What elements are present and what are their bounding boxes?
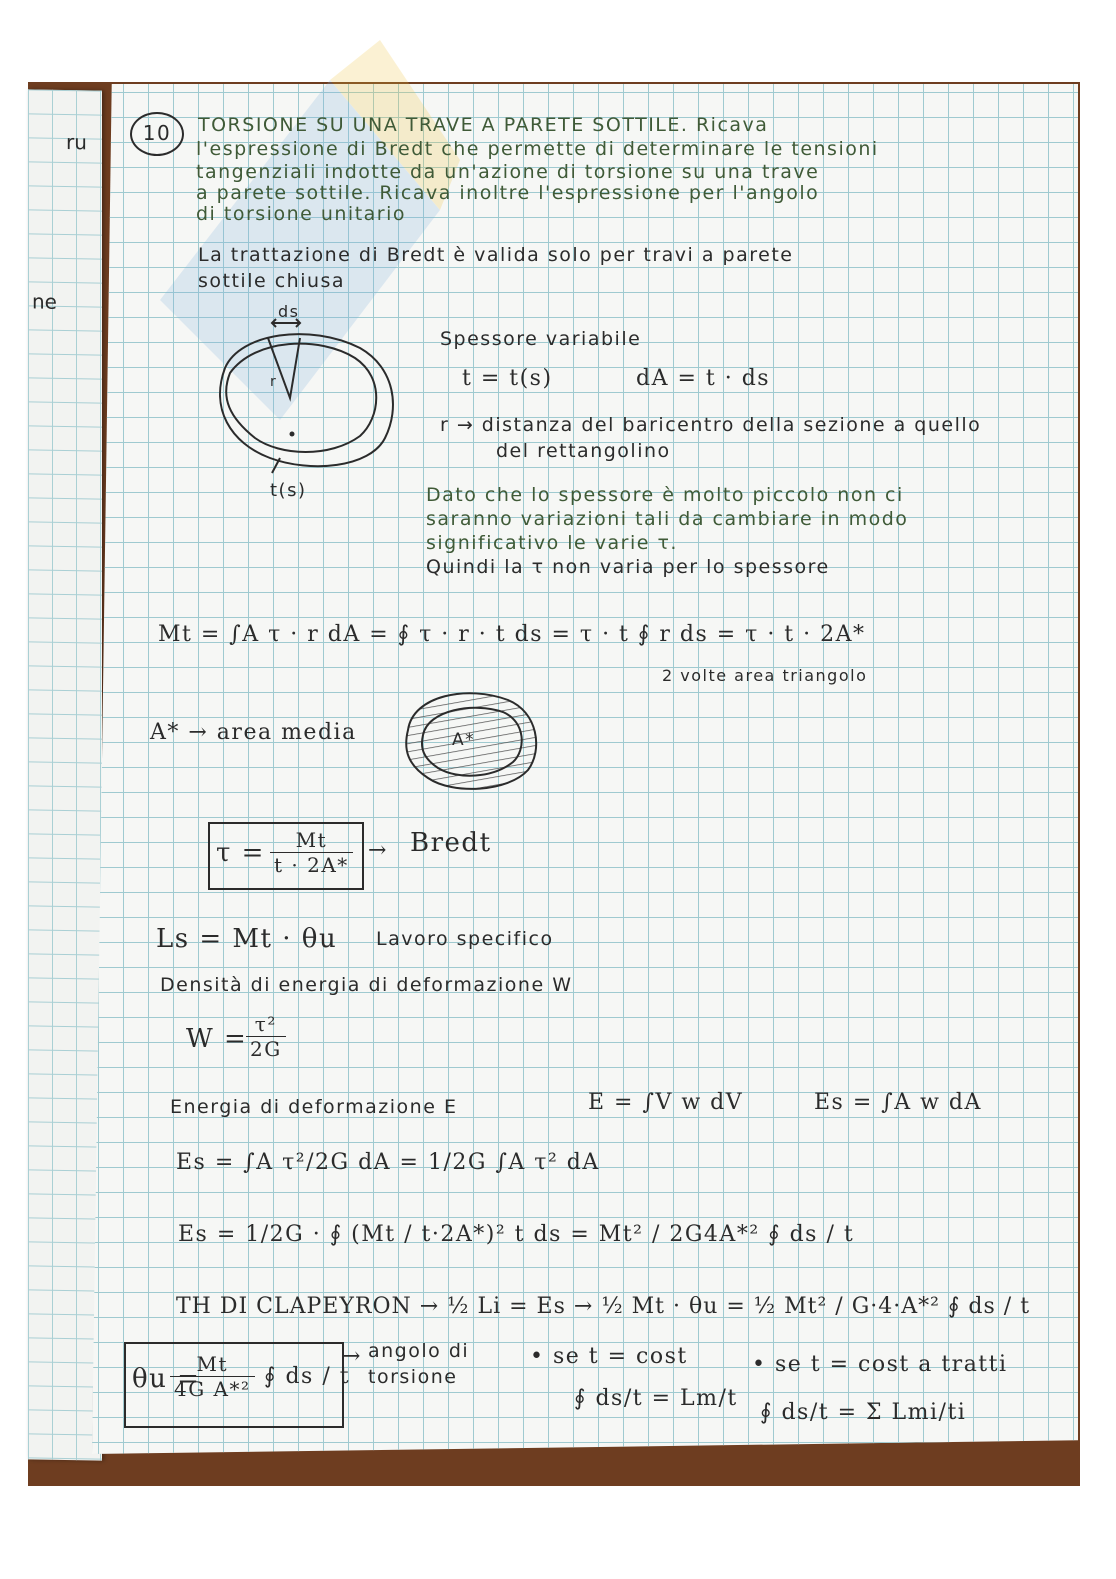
- w-fraction: [246, 1012, 286, 1061]
- piecewise-thickness-case: • se t = cost a tratti: [752, 1352, 1008, 1377]
- torque-equation: Mt = ∫A τ · r dA = ∮ τ · r · t ds = τ · t ∮ r ds = τ · t · 2A*: [158, 622, 866, 647]
- r-definition: del rettangolino: [496, 440, 671, 462]
- torque-note: 2 volte area triangolo: [662, 666, 868, 685]
- note-text: Dato che lo spessore è molto piccolo non ci: [426, 484, 904, 506]
- mean-area-figure-label: A*: [452, 730, 476, 750]
- specific-work-label: Lavoro specifico: [376, 928, 554, 950]
- left-fragment: ne: [32, 289, 57, 314]
- thin-wall-section-figure: [200, 298, 410, 508]
- left-notebook-page: [28, 89, 102, 1460]
- theta-integral: ∮ ds / t: [264, 1364, 351, 1389]
- energy-integral-1: Es = ∫A τ²/2G dA = 1/2G ∫A τ² dA: [176, 1150, 600, 1175]
- ds-label: ds: [278, 302, 300, 321]
- variable-thickness-label: Spessore variabile: [440, 328, 642, 350]
- bredt-lhs: τ =: [216, 838, 265, 868]
- intro-text: sottile chiusa: [198, 270, 346, 292]
- question-line: a parete sottile. Ricava inoltre l'espressione per l'angolo: [196, 182, 820, 204]
- arrow-glyph: →: [368, 838, 388, 863]
- bredt-denominator: t · 2A*: [274, 853, 349, 877]
- note-text: saranno variazioni tali da cambiare in modo: [426, 508, 909, 530]
- thickness-equation: t = t(s): [462, 366, 553, 391]
- specific-work-equation: Ls = Mt · θu: [156, 924, 338, 954]
- piecewise-thickness-integral: ∮ ds/t = Σ Lmi/ti: [760, 1400, 967, 1425]
- area-element-equation: dA = t · ds: [636, 366, 771, 391]
- r-label: r: [270, 374, 278, 390]
- constant-thickness-integral: ∮ ds/t = Lm/t: [574, 1386, 738, 1411]
- note-text: Quindi la τ non varia per lo spessore: [426, 556, 830, 578]
- energy-density-label: Densità di energia di deformazione W: [160, 974, 573, 996]
- theta-lhs: θu =: [132, 1364, 201, 1394]
- w-numerator: τ²: [246, 1012, 286, 1037]
- constant-thickness-case: • se t = cost: [530, 1344, 688, 1369]
- thickness-label: t(s): [270, 480, 307, 501]
- bredt-fraction: [270, 828, 353, 877]
- question-number: 10: [130, 112, 184, 156]
- energy-volume-equation: E = ∫V w dV: [588, 1090, 744, 1115]
- arrow-glyph: →: [342, 1344, 362, 1369]
- mean-area-label: A* → area media: [150, 720, 357, 745]
- energy-area-equation: Es = ∫A w dA: [814, 1090, 982, 1115]
- w-denominator: 2G: [250, 1037, 282, 1061]
- note-text: significativo le varie τ.: [426, 532, 678, 554]
- twist-angle-label: torsione: [368, 1366, 458, 1388]
- theta-numerator: Mt: [170, 1352, 255, 1377]
- twist-angle-label: angolo di: [368, 1340, 470, 1362]
- bredt-name: Bredt: [410, 828, 492, 858]
- deformation-energy-label: Energia di deformazione E: [170, 1096, 458, 1118]
- r-definition: r → distanza del baricentro della sezione a quello: [440, 414, 982, 436]
- clapeyron-theorem: TH DI CLAPEYRON → ½ Li = Es → ½ Mt · θu = ½ Mt² / G·4·A*² ∮ ds / t: [176, 1294, 1031, 1319]
- theta-denominator: 4G A*²: [174, 1377, 251, 1401]
- question-line: tangenziali indotte da un'azione di torsione su una trave: [196, 161, 820, 183]
- theta-fraction: [170, 1352, 255, 1401]
- question-line: l'espressione di Bredt che permette di determinare le tensioni: [196, 138, 879, 160]
- energy-integral-2: Es = 1/2G · ∮ (Mt / t·2A*)² t ds = Mt² / 2G4A*² ∮ ds / t: [178, 1222, 855, 1247]
- bredt-numerator: Mt: [270, 828, 353, 853]
- question-line: di torsione unitario: [196, 203, 407, 225]
- question-line: TORSIONE SU UNA TRAVE A PARETE SOTTILE. Ricava: [198, 114, 769, 136]
- w-lhs: W =: [186, 1024, 248, 1054]
- intro-text: La trattazione di Bredt è valida solo per travi a parete: [198, 244, 794, 266]
- left-fragment: ru: [66, 130, 87, 155]
